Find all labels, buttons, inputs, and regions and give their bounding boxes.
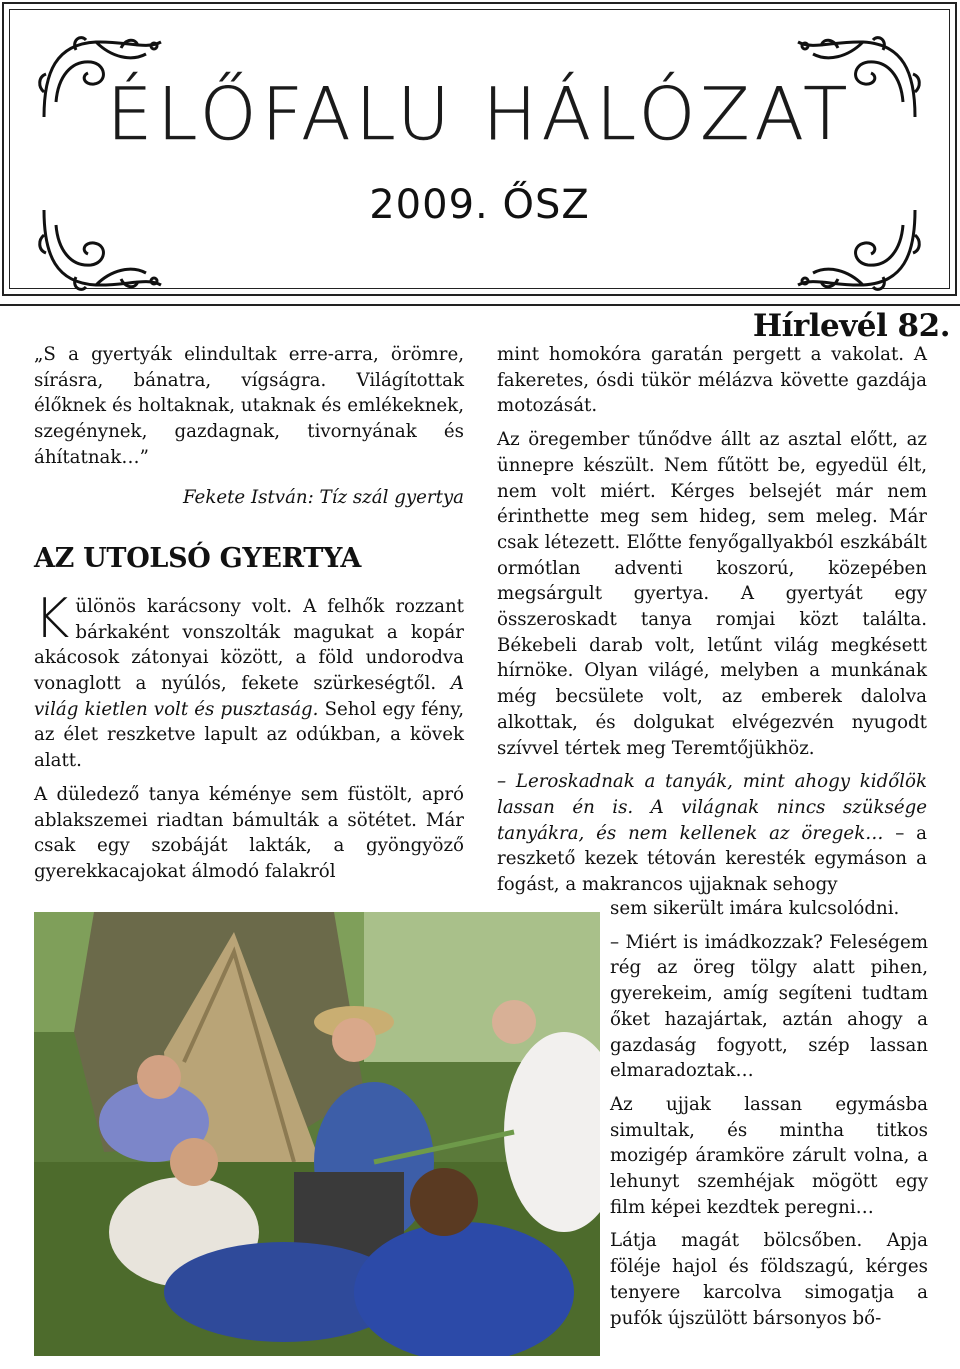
right-column bbox=[497, 342, 927, 906]
article-paragraph: Különös karácsony volt. A felhők rozzant bárkaként vonszolták magukat a kopár akácosok zátonyai között, a föld undorodva vonaglott a nyúlós, fekete szürkeségtől. A világ kietlen volt és pusztaság. Sehol egy fény, az élet reszketve lapult az odúkban, a kövek alatt. bbox=[34, 586, 464, 772]
article-photo bbox=[34, 912, 600, 1356]
right-column-lower bbox=[610, 896, 928, 1339]
issue-season: 2009. ŐSZ bbox=[369, 182, 590, 228]
article-paragraph: – Leroskadnak a tanyák, mint ahogy kidőlök lassan én is. A világnak nincs szüksége tanyákra, és nem kellenek az öregek… – a reszkető kezek tétován keresték egymáson a fogást, a makrancos ujjaknak sehogy bbox=[497, 771, 927, 896]
masthead-inner-frame bbox=[9, 9, 950, 289]
newsletter-title: ÉLŐFALU HÁLÓZAT bbox=[106, 72, 853, 156]
drop-cap: K bbox=[34, 586, 70, 650]
article-paragraph: A düledező tanya kéménye sem füstölt, apró ablakszemei riadtan bámulták a sötétet. Már csak egy szobáját lakták, a gyöngyöző gyerekkacajokat álmodó falakról bbox=[34, 783, 464, 882]
article-paragraph: – Miért is imádkozzak? Feleségem rég az öreg tölgy alatt pihen, gyerekeim, amíg segíteni tudtam őket hazajártak, aztán ahogy a gazdaság fogyott, szép lassan elmaradoztak… bbox=[610, 931, 928, 1082]
epigraph-quote: „S a gyertyák elindultak erre-arra, örömre, sírásra, bánatra, vígságra. Világítottak élőknek és holtaknak, utaknak és emlékeknek, szegénynek, gazdagnak, tivornyának és áhítatnak…” bbox=[34, 344, 464, 468]
article-paragraph: mint homokóra garatán pergett a vakolat. A fakeretes, ósdi tükör mélázva követte gazdája motozását. bbox=[497, 344, 927, 417]
article-paragraph: sem sikerült imára kulcsolódni. bbox=[610, 898, 900, 919]
header-divider bbox=[0, 304, 960, 306]
article-paragraph: Látja magát bölcsőben. Apja föléje hajol és földszagú, kérges tenyere karcolva simogatja a pufók újszülött bársonyos bő- bbox=[610, 1230, 928, 1329]
left-column bbox=[34, 342, 464, 893]
article-paragraph: Az öregember tűnődve állt az asztal előtt, az ünnepre készült. Nem fűtött be, egyedül élt, nem volt miért. Kérges belsejét már nem érinthette meg sem hideg, sem meleg. Már csak létezett. Előtte fenyőgallyakból eszkábált ormótlan adventi koszorú, közepében megsárgult gyertya. A gyertyát egy összeroskadt tanya romjai közt találta. Békebeli darab volt, letűnt világ megkésett hírnöke. Olyan világé, melyben a munkának még becsülete volt, az emberek dalolva alkottak, és dolgukat elvégezvén nyugodt szívvel tértek meg Teremtőjükhöz. bbox=[497, 429, 927, 759]
epigraph-attribution: Fekete István: Tíz szál gyertya bbox=[182, 486, 464, 508]
issue-number: Hírlevél 82. bbox=[752, 308, 950, 344]
article-paragraph: Az ujjak lassan egymásba simultak, és mintha titkos mozigép áramköre zárult volna, a lehunyt szemhéjak mögött egy film képei kezdtek peregni… bbox=[610, 1093, 928, 1218]
masthead bbox=[2, 2, 957, 296]
article-title: AZ UTOLSÓ GYERTYA bbox=[34, 543, 361, 575]
